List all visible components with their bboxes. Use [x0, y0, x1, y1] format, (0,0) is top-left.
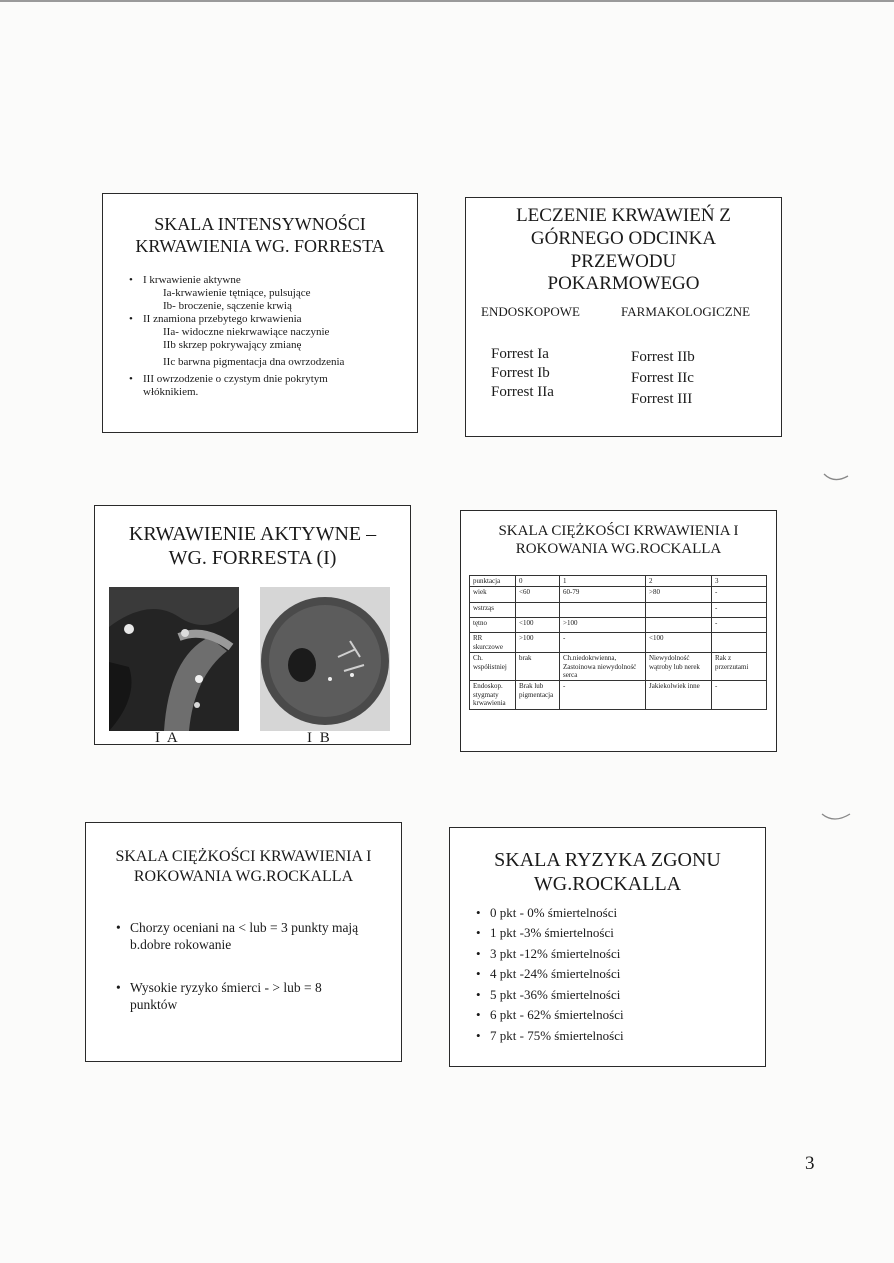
- slide-title: LECZENIE KRWAWIEŃ Z GÓRNEGO ODCINKA PRZEWODU POKARMOWEGO: [516, 205, 731, 295]
- margin-mark-1: [822, 470, 852, 486]
- table-cell: <100: [516, 618, 560, 633]
- table-cell: 0: [516, 576, 560, 587]
- slide-title: KRWAWIENIE AKTYWNE – WG. FORRESTA (I): [128, 523, 377, 570]
- list-item: • 6 pkt - 62% śmiertelności: [476, 1005, 765, 1026]
- list-item: Forrest III: [631, 391, 693, 407]
- slide-title: SKALA CIĘŻKOŚCI KRWAWIENIA I ROKOWANIA WG.ROCKALLA: [498, 523, 739, 558]
- table-row: [470, 587, 767, 603]
- slide-mortality-risk: [449, 827, 766, 1067]
- table-cell: 60-79: [560, 587, 646, 603]
- slide-treatment: [465, 197, 782, 437]
- list-item: Forrest IIb: [631, 349, 695, 365]
- endoscopic-header: ENDOSKOPOWE: [481, 304, 580, 319]
- list-item: • I krwawienie aktywne: [129, 274, 417, 287]
- table-cell: <100: [646, 633, 712, 653]
- table-cell: -: [712, 681, 767, 709]
- list-item: • 3 pkt -12% śmiertelności: [476, 944, 765, 965]
- list-item: • 1 pkt -3% śmiertelności: [476, 923, 765, 944]
- endoscopy-image-ia: [109, 587, 239, 731]
- slide-title: SKALA RYZYKA ZGONU WG.ROCKALLA: [494, 849, 721, 896]
- forrest-list: [129, 274, 417, 399]
- table-cell: -: [712, 603, 767, 618]
- list-item: • 7 pkt - 75% śmiertelności: [476, 1026, 765, 1047]
- page-number: 3: [805, 1153, 815, 1174]
- list-item: Forrest IIc: [631, 370, 694, 386]
- table-header-row: [470, 576, 767, 587]
- sub-item: IIa- widoczne niekrwawiące naczynie: [163, 325, 330, 338]
- margin-mark-2: [820, 808, 854, 826]
- table-cell: Niewydolność wątroby lub nerek: [646, 653, 712, 681]
- mortality-list: [476, 903, 765, 1047]
- table-cell: Rak z przerzutami: [712, 653, 767, 681]
- list-item: Forrest Ib: [491, 365, 550, 381]
- table-cell: Ch. współistniej: [470, 653, 516, 681]
- table-cell: >100: [560, 618, 646, 633]
- sub-item: IIb skrzep pokrywający zmianę: [163, 338, 302, 351]
- table-cell: -: [560, 633, 646, 653]
- table-cell: [646, 603, 712, 618]
- table-cell: [646, 618, 712, 633]
- table-cell: Jakiekolwiek inne: [646, 681, 712, 709]
- table-cell: wstrząs: [470, 603, 516, 618]
- prognosis-list: [116, 920, 361, 1014]
- table-row: [470, 653, 767, 681]
- slide-title: SKALA INTENSYWNOŚCI KRWAWIENIA WG. FORRESTA: [135, 214, 385, 256]
- table-cell: -: [560, 681, 646, 709]
- slide-forrest-scale: [102, 193, 418, 433]
- caption-ia: I A: [155, 730, 180, 745]
- slide-title: SKALA CIĘŻKOŚCI KRWAWIENIA I ROKOWANIA WG.ROCKALLA: [115, 848, 372, 885]
- endoscopic-list: [491, 345, 554, 402]
- table-row: [470, 633, 767, 653]
- table-cell: -: [712, 587, 767, 603]
- list-item: Forrest Ia: [491, 346, 549, 362]
- table-cell: -: [712, 618, 767, 633]
- list-item: Forrest IIa: [491, 384, 554, 400]
- pharmacological-list: [631, 347, 695, 410]
- list-item: • 5 pkt -36% śmiertelności: [476, 985, 765, 1006]
- table-cell: Brak lub pigmentacja: [516, 681, 560, 709]
- list-item: • II znamiona przebytego krwawienia: [129, 313, 417, 326]
- list-item: • Chorzy oceniani na < lub = 3 punkty mają b.dobre rokowanie: [116, 920, 361, 954]
- slide-rockall-table: [460, 510, 777, 752]
- table-cell: [516, 603, 560, 618]
- table-cell: [560, 603, 646, 618]
- rockall-table: [469, 575, 767, 710]
- pharmacological-header: FARMAKOLOGICZNE: [621, 304, 751, 319]
- list-item: • Wysokie ryzyko śmierci - > lub = 8 punktów: [116, 980, 361, 1014]
- sub-item: IIc barwna pigmentacja dna owrzodzenia: [163, 355, 345, 368]
- table-cell: RR skurczowe: [470, 633, 516, 653]
- list-item: • III owrzodzenie o czystym dnie pokrytym włóknikiem.: [129, 373, 417, 399]
- table-cell: Ch.niedokrwienna, Zastoinowa niewydolność serca: [560, 653, 646, 681]
- sub-item: Ia-krwawienie tętniące, pulsujące: [163, 286, 311, 299]
- table-cell: <60: [516, 587, 560, 603]
- table-row: [470, 681, 767, 709]
- table-cell: >80: [646, 587, 712, 603]
- table-cell: Endoskop. stygmaty krwawienia: [470, 681, 516, 709]
- endoscopy-photo-ia: [109, 587, 239, 731]
- page-top-edge: [0, 0, 894, 2]
- table-row: [470, 603, 767, 618]
- list-item: • 4 pkt -24% śmiertelności: [476, 964, 765, 985]
- table-cell: >100: [516, 633, 560, 653]
- table-cell: 1: [560, 576, 646, 587]
- table-cell: 2: [646, 576, 712, 587]
- sub-item: Ib- broczenie, sączenie krwią: [163, 299, 292, 312]
- table-row: [470, 618, 767, 633]
- endoscopy-image-ib: [260, 587, 390, 731]
- list-item: • 0 pkt - 0% śmiertelności: [476, 903, 765, 924]
- table-cell: [712, 633, 767, 653]
- table-cell: 3: [712, 576, 767, 587]
- table-cell: brak: [516, 653, 560, 681]
- slide-active-bleeding: [94, 505, 411, 745]
- table-cell: wiek: [470, 587, 516, 603]
- slide-rockall-prognosis: [85, 822, 402, 1062]
- table-cell: tętno: [470, 618, 516, 633]
- table-cell: punktacja: [470, 576, 516, 587]
- endoscopy-photo-ib: [260, 587, 390, 731]
- caption-ib: I B: [307, 730, 332, 745]
